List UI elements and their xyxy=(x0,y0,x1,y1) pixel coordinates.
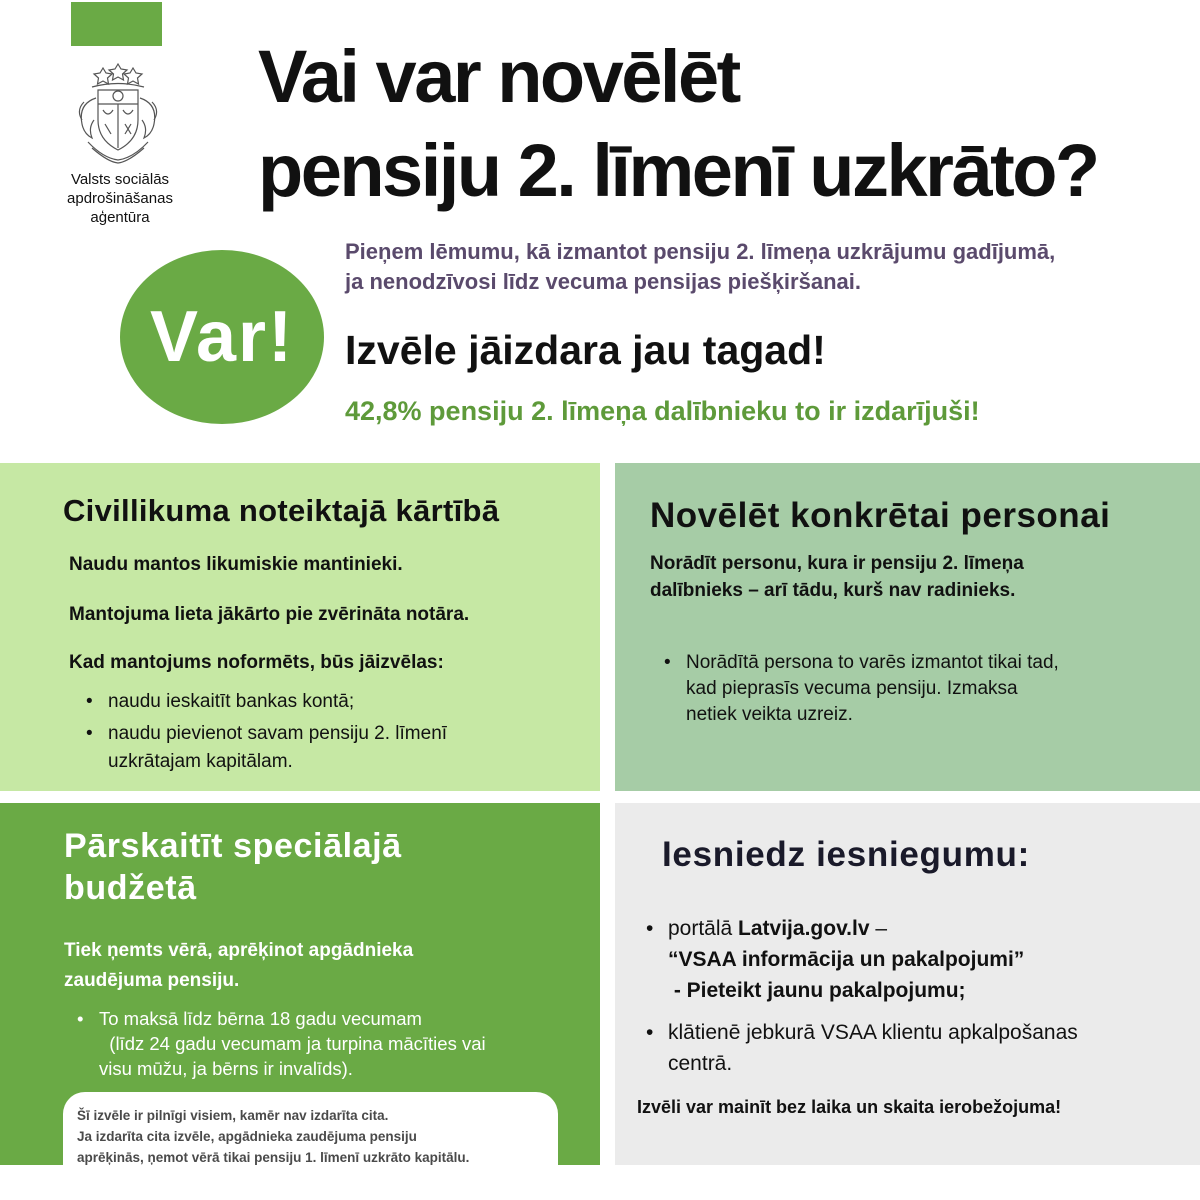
list-item-line: • klātienē jebkurā VSAA klientu apkalpošanas xyxy=(668,1021,1078,1044)
list-item-line: • To maksā līdz bērna 18 gadu vecumam xyxy=(99,1008,422,1029)
panel-text: Kad mantojums noformēts, būs jāizvēlas: xyxy=(69,652,444,673)
agency-name xyxy=(40,170,200,227)
yes-badge-text: Var! xyxy=(149,297,295,377)
panel-title-line: budžetā xyxy=(64,869,197,907)
panel-civil-law xyxy=(0,463,600,791)
list-item xyxy=(668,913,1078,1006)
info-note-line: aprēķinās, ņemot vērā tikai pensiju 1. līmenī uzkrāto kapitālu. xyxy=(77,1150,470,1165)
list-item xyxy=(108,688,447,716)
list-item-line: • Norādītā persona to varēs izmantot tikai tad, xyxy=(686,652,1059,673)
list-item-text: portālā xyxy=(668,917,739,940)
panel-lead-line: dalībnieks – arī tādu, kurš nav radinieks. xyxy=(650,580,1016,601)
list-item-line xyxy=(668,913,1078,944)
list-item-line: kad pieprasīs vecuma pensiju. Izmaksa xyxy=(686,678,1018,699)
panel-lead-text xyxy=(650,550,1024,604)
bullet-list xyxy=(99,1006,486,1081)
service-action: - Pieteikt jaunu pakalpojumu; xyxy=(668,979,966,1002)
panel-lead-line: Tiek ņemts vērā, aprēķinot apgādnieka xyxy=(64,940,414,961)
list-item-line: • naudu ieskaitīt bankas kontā; xyxy=(108,691,355,712)
info-note xyxy=(63,1092,558,1182)
latvia-coat-of-arms-icon xyxy=(68,62,168,168)
panel-lead-line: zaudējuma pensiju. xyxy=(64,970,240,991)
call-to-action: Izvēle jāizdara jau tagad! xyxy=(345,327,826,373)
panel-text: Mantojuma lieta jākārto pie zvērināta notāra. xyxy=(69,604,470,625)
info-note-line: Šī izvēle ir pilnīgi visiem, kamēr nav izdarīta cita. xyxy=(77,1108,389,1123)
service-name: “VSAA informācija un pakalpojumi” xyxy=(668,948,1025,971)
list-item xyxy=(686,650,1059,728)
page-title-line: Vai var novēlēt xyxy=(258,35,739,118)
portal-link[interactable]: Latvija.gov.lv xyxy=(738,917,870,940)
subtitle-line: ja nenodzīvosi līdz vecuma pensijas piešķiršanai. xyxy=(345,269,861,294)
list-item xyxy=(668,1017,1078,1079)
panel-title: Iesniedz iesniegumu: xyxy=(662,835,1030,874)
panel-title: Novēlēt konkrētai personai xyxy=(650,496,1111,535)
list-item xyxy=(108,720,447,776)
page-title xyxy=(258,30,1198,218)
subtitle xyxy=(345,237,1195,297)
brand-color-bar xyxy=(71,2,162,46)
page-title-line: pensiju 2. līmenī uzkrāto? xyxy=(258,129,1098,212)
info-note-line: Ja izdarīta cita izvēle, apgādnieka zaudējuma pensiju xyxy=(77,1129,417,1144)
list-item-line: uzkrātajam kapitālam. xyxy=(108,751,293,772)
panel-title: Civillikuma noteiktajā kārtībā xyxy=(63,493,500,528)
list-item-line: visu mūžu, ja bērns ir invalīds). xyxy=(99,1058,353,1079)
yes-badge xyxy=(120,250,324,424)
list-item-line: centrā. xyxy=(668,1052,733,1075)
panel-lead-line: Norādīt personu, kura ir pensiju 2. līmeņa xyxy=(650,553,1024,574)
bullet-list xyxy=(668,913,1078,1090)
subtitle-line: Pieņem lēmumu, kā izmantot pensiju 2. līmeņa uzkrājumu gadījumā, xyxy=(345,239,1056,264)
panel-specific-person xyxy=(615,463,1200,791)
panel-title-line: Pārskaitīt speciālajā xyxy=(64,827,402,865)
statistic-text: 42,8% pensiju 2. līmeņa dalībnieku to ir izdarījuši! xyxy=(345,396,980,426)
list-item-line: • naudu pievienot savam pensiju 2. līmenī xyxy=(108,723,448,744)
list-item-line: (līdz 24 gadu vecumam ja turpina mācīties vai xyxy=(99,1033,486,1054)
agency-name-line: aģentūra xyxy=(90,209,150,226)
panel-title xyxy=(64,825,564,909)
panel-submit-application xyxy=(615,803,1200,1165)
list-item-text: – xyxy=(869,917,888,940)
agency-name-line: Valsts sociālās xyxy=(70,171,170,188)
panel-lead-text xyxy=(64,936,413,996)
list-item-line: netiek veikta uzreiz. xyxy=(686,704,853,725)
bullet-list xyxy=(686,650,1059,728)
panel-special-budget xyxy=(0,803,600,1165)
list-item xyxy=(99,1006,486,1081)
panel-footer-text: Izvēli var mainīt bez laika un skaita ierobežojuma! xyxy=(637,1097,1062,1117)
bullet-list xyxy=(108,688,447,780)
panel-text: Naudu mantos likumiskie mantinieki. xyxy=(69,554,403,575)
agency-name-line: apdrošināšanas xyxy=(67,190,173,207)
